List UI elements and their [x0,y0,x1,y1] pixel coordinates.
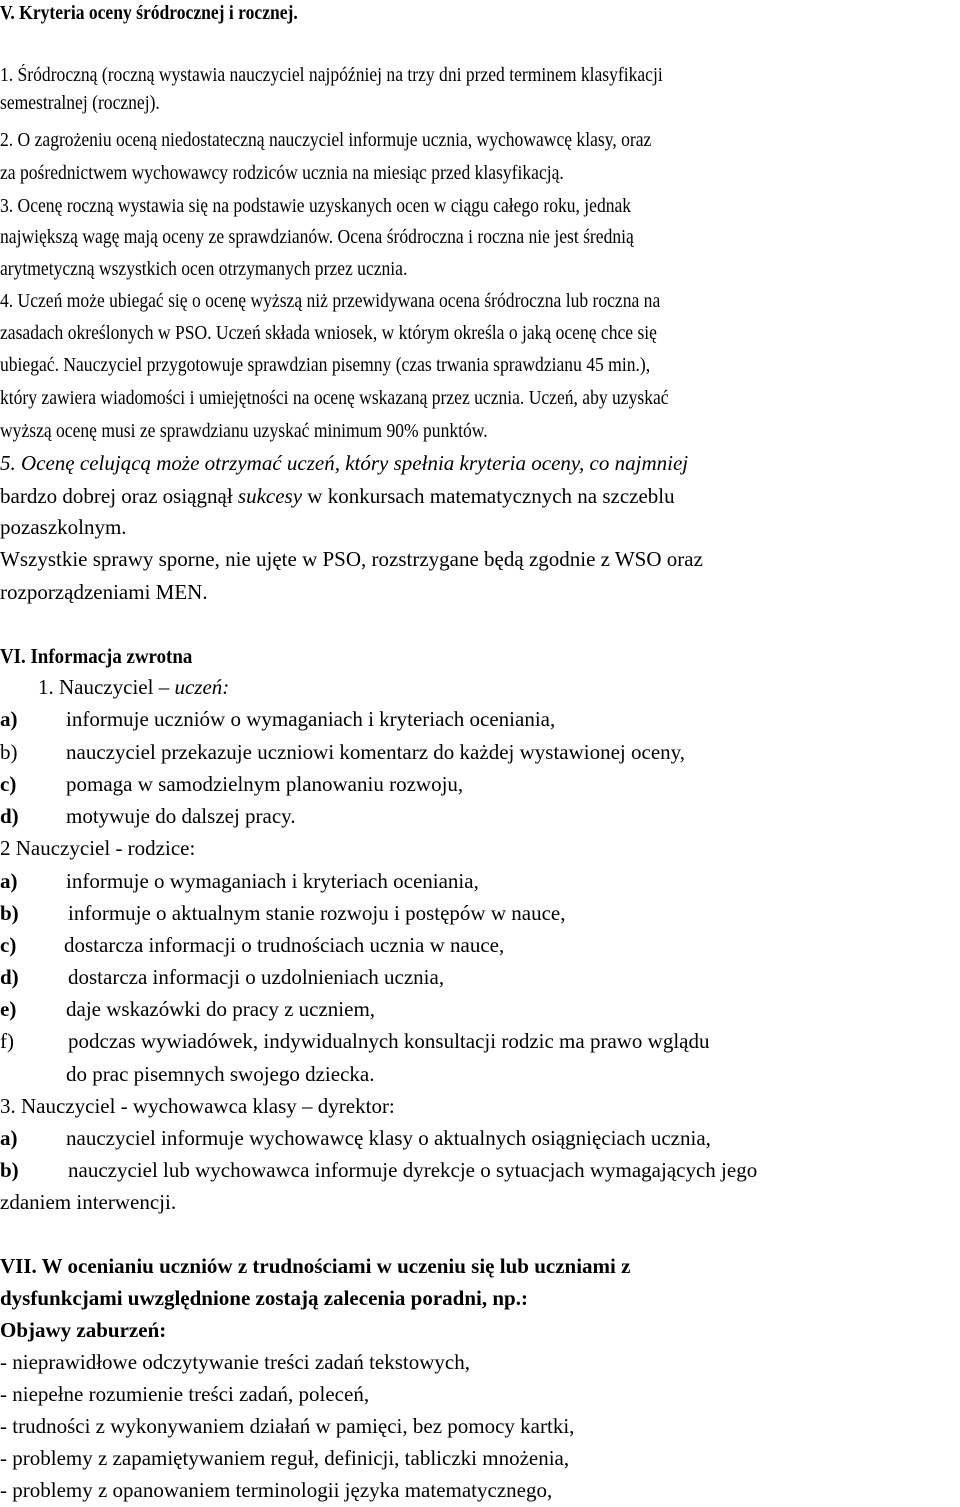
paragraph-line: 4. Uczeń może ubiegać się o ocenę wyższą niż przewidywana ocena śródroczna lub roczna na [0,291,661,312]
section-heading-cont: dysfunkcjami uwzględnione zostają zalecenia poradni, np.: [0,1286,528,1310]
section-heading: VI. Informacja zwrotna [0,644,193,668]
list-item: - nieprawidłowe odczytywanie treści zadań tekstowych, [0,1350,470,1374]
list-label: e) [0,997,17,1021]
list-text: nauczyciel przekazuje uczniowi komentarz do każdej wystawionej oceny, [66,740,686,764]
closing-line: rozporządzeniami MEN. [0,580,208,604]
paragraph-line: arytmetyczną wszystkich ocen otrzymanych przez ucznia. [0,259,408,280]
paragraph-line: semestralnej (rocznej). [0,93,160,114]
list-text: podczas wywiadówek, indywidualnych konsultacji rodzic ma prawo wglądu [68,1029,710,1053]
subsection-number: 1. [38,675,54,699]
paragraph-line: największą wagę mają oceny ze sprawdzianów. Ocena śródroczna i roczna nie jest średnią [0,227,634,248]
list-item [0,772,464,796]
list-item [0,901,566,925]
criteria-item-5-cont [0,484,675,508]
list-item [0,1126,711,1150]
list-label: c) [0,933,17,957]
list-text: pomaga w samodzielnym planowaniu rozwoju, [66,772,464,796]
subheading: Objawy zaburzeń: [0,1318,167,1342]
list-text: motywuje do dalszej pracy. [66,804,296,828]
paragraph-line: wyższą ocenę musi ze sprawdzianu uzyskać minimum 90% punktów. [0,421,488,442]
list-item-cont: do prac pisemnych swojego dziecka. [66,1062,375,1086]
list-item [0,869,479,893]
list-text: daje wskazówki do pracy z uczniem, [66,997,376,1021]
subsection-1 [38,675,229,699]
criteria-item-5-end: pozaszkolnym. [0,515,127,539]
list-item: - problemy z opanowaniem terminologii języka matematycznego, [0,1478,553,1502]
paragraph-line: który zawiera wiadomości i umiejętności na ocenę wskazaną przez ucznia. Uczeń, aby uzyskać [0,388,669,409]
section-heading: V. Kryteria oceny śródrocznej i rocznej. [0,3,298,24]
list-item: - problemy z zapamiętywaniem reguł, definicji, tabliczki mnożenia, [0,1446,570,1470]
paragraph-line: ubiegać. Nauczyciel przygotowuje sprawdzian pisemny (czas trwania sprawdzianu 45 min.), [0,355,651,376]
list-text: informuje o aktualnym stanie rozwoju i postępów w nauce, [68,901,566,925]
list-item [0,707,556,731]
list-item [0,1158,758,1182]
list-label: a) [0,1126,18,1150]
paragraph-line: 2. O zagrożeniu oceną niedostateczną nauczyciel informuje ucznia, wychowawcę klasy, oraz [0,130,652,151]
paragraph-line: za pośrednictwem wychowawcy rodziców ucznia na miesiąc przed klasyfikacją. [0,163,564,184]
closing-line: Wszystkie sprawy sporne, nie ujęte w PSO, rozstrzygane będą zgodnie z WSO oraz [0,547,703,571]
list-label: b) [0,740,18,764]
list-label: d) [0,804,19,828]
list-item [0,804,296,828]
list-label: a) [0,869,18,893]
list-label: d) [0,965,19,989]
text-span-italic: uczeń: [174,675,230,699]
text-span: w konkursach matematycznych na szczeblu [302,484,675,508]
subsection-2: 2 Nauczyciel - rodzice: [0,836,196,860]
list-item-cont: zdaniem interwencji. [0,1190,177,1214]
paragraph-line: 3. Ocenę roczną wystawia się na podstawie uzyskanych ocen w ciągu całego roku, jednak [0,196,632,217]
list-item [0,1029,710,1053]
list-text: nauczyciel lub wychowawca informuje dyrekcje o sytuacjach wymagających jego [68,1158,758,1182]
list-item [0,740,686,764]
text-span: Nauczyciel – [59,675,175,699]
list-label: c) [0,772,17,796]
list-item [0,965,445,989]
list-text: informuje uczniów o wymaganiach i kryteriach oceniania, [66,707,556,731]
list-text: dostarcza informacji o uzdolnieniach ucznia, [68,965,445,989]
paragraph-line: 1. Śródroczną (roczną wystawia nauczyciel najpóźniej na trzy dni przed terminem klasyfikacji [0,65,663,86]
subsection-3: 3. Nauczyciel - wychowawca klasy – dyrektor: [0,1094,395,1118]
list-label: f) [0,1029,14,1053]
list-item [0,997,376,1021]
list-item: - trudności z wykonywaniem działań w pamięci, bez pomocy kartki, [0,1414,575,1438]
text-span-italic: sukcesy [237,484,303,508]
list-label: b) [0,1158,19,1182]
list-label: a) [0,707,18,731]
list-text: informuje o wymaganiach i kryteriach oceniania, [66,869,479,893]
list-text: dostarcza informacji o trudnościach ucznia w nauce, [64,933,505,957]
paragraph-line: zasadach określonych w PSO. Uczeń składa wniosek, w którym określa o jaką ocenę chce się [0,323,657,344]
text-span: bardzo dobrej oraz osiągnął [0,484,238,508]
list-label: b) [0,901,19,925]
list-text: nauczyciel informuje wychowawcę klasy o aktualnych osiągnięciach ucznia, [66,1126,711,1150]
list-item [0,933,505,957]
list-item: - niepełne rozumienie treści zadań, poleceń, [0,1382,370,1406]
criteria-item-5: 5. Ocenę celującą może otrzymać uczeń, który spełnia kryteria oceny, co najmniej [0,451,689,475]
section-heading: VII. W ocenianiu uczniów z trudnościami w uczeniu się lub uczniami z [0,1254,631,1278]
